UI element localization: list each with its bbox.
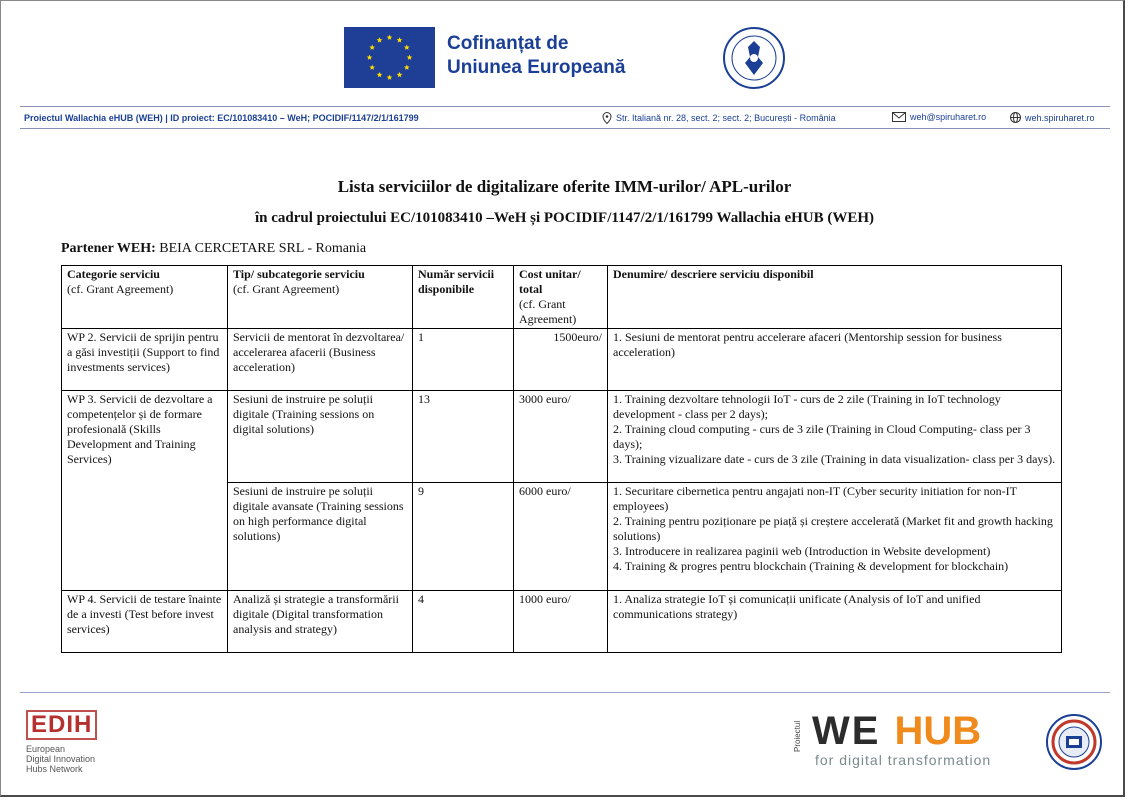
globe-icon: [1010, 112, 1021, 123]
description-item: 2. Training pentru poziționare pe piață și creștere accelerată (Market fit and growth hacking solutions): [613, 514, 1053, 543]
document-title: Lista serviciilor de digitalizare oferite IMM-urilor/ APL-urilor: [337, 177, 792, 196]
guvernul-romaniei-seal-icon: [723, 27, 785, 89]
website-text[interactable]: weh.spiruharet.ro: [1025, 112, 1095, 123]
description-item: 1. Analiza strategie IoT și comunicații unificate (Analysis of IoT and unified communications strategy): [613, 592, 981, 621]
description-item: 4. Training & progres pentru blockchain (Training & development for blockchain): [613, 559, 1009, 573]
we-text: WE: [812, 709, 881, 753]
header-type-sub: (cf. Grant Agreement): [233, 282, 340, 296]
website-contact[interactable]: [1010, 112, 1095, 123]
hub-text: HUB: [894, 709, 982, 753]
type-cell: Sesiuni de instruire pe soluții digitale (Training sessions on digital solutions): [228, 391, 413, 483]
header-description-title: Denumire/ descriere serviciu disponibil: [613, 267, 814, 281]
cost-value: 1500euro/: [553, 330, 602, 344]
cost-cell: [514, 329, 608, 391]
description-item: 3. Introducere in realizarea paginii web (Introduction in Website development): [613, 544, 991, 558]
header-rule-top: [20, 106, 1110, 107]
header-category-title: Categorie serviciu: [67, 267, 160, 281]
table-row: [62, 329, 1062, 391]
header-cost: [514, 266, 608, 329]
type-cell: Servicii de mentorat în dezvoltarea/ accelerarea afacerii (Business acceleration): [228, 329, 413, 391]
table-header-row: [62, 266, 1062, 329]
table-row: [62, 591, 1062, 653]
header-category-sub: (cf. Grant Agreement): [67, 282, 174, 296]
project-info: Proiectul Wallachia eHUB (WEH) | ID proiect: EC/101083410 – WeH; POCIDIF/1147/2/1/161799: [24, 113, 419, 123]
table-row: [62, 391, 1062, 483]
edih-network-text: [26, 744, 97, 774]
edih-logo-mark: EDIH: [26, 710, 97, 740]
description-cell: [608, 391, 1062, 483]
type-cell: Analiză și strategie a transformării digitale (Digital transformation analysis and strategy): [228, 591, 413, 653]
we-hub-tagline: for digital transformation: [815, 752, 992, 768]
description-item: 1. Sesiuni de mentorat pentru accelerare afaceri (Mentorship session for business acceleration): [613, 330, 1002, 359]
email-text[interactable]: weh@spiruharet.ro: [910, 112, 987, 122]
description-item: 2. Training cloud computing - curs de 3 zile (Training in Cloud Computing- class per 3 days);: [613, 422, 1031, 451]
cofinantat-text: [447, 32, 625, 80]
header-category: [62, 266, 228, 329]
cofinantat-line1: Cofinanțat de: [447, 33, 569, 54]
category-cell: WP 4. Servicii de testare înainte de a investi (Test before invest services): [62, 591, 228, 653]
edih-logo: [26, 710, 97, 774]
type-cell: Sesiuni de instruire pe soluții digitale avansate (Training sessions on high performance digital solutions): [228, 483, 413, 591]
we-hub-logo: [812, 709, 981, 753]
header-count: [413, 266, 514, 329]
address-contact: [602, 112, 836, 124]
proiectul-label: Proiectul: [793, 720, 802, 752]
description-cell: [608, 483, 1062, 591]
footer-rule: [20, 692, 1110, 693]
address-text: Str. Italiană nr. 28, sect. 2; sect. 2; București - România: [616, 113, 836, 123]
eu-flag-icon: [344, 27, 435, 88]
cost-cell: 3000 euro/: [514, 391, 608, 483]
universitatea-spiru-haret-seal-icon: [1046, 714, 1102, 770]
partner-line: [61, 241, 366, 257]
description-item: 3. Training vizualizare date - curs de 3 zile (Training in data visualization- class per 3 days).: [613, 452, 1056, 466]
partner-label: Partener WEH:: [61, 241, 156, 256]
header-rule-bottom: [20, 128, 1110, 129]
header-count-title: Număr servicii disponibile: [418, 267, 495, 296]
count-cell: 4: [413, 591, 514, 653]
header-cost-sub: (cf. Grant Agreement): [519, 297, 577, 326]
edih-line1: European: [26, 744, 66, 754]
partner-value: BEIA CERCETARE SRL - Romania: [159, 241, 367, 256]
description-item: 1. Training dezvoltare tehnologii IoT - curs de 2 zile (Training in IoT technology development - class per 2 days);: [613, 392, 1001, 421]
description-cell: [608, 329, 1062, 391]
document-subtitle: în cadrul proiectului EC/101083410 –WeH și POCIDIF/1147/2/1/161799 Wallachia eHUB (WEH): [254, 210, 875, 226]
cost-cell: 6000 euro/: [514, 483, 608, 591]
count-cell: 13: [413, 391, 514, 483]
edih-line3: Hubs Network: [26, 764, 83, 774]
header-cost-title: Cost unitar/ total: [519, 267, 581, 296]
email-contact[interactable]: [892, 112, 986, 122]
envelope-icon: [892, 112, 906, 122]
count-cell: 1: [413, 329, 514, 391]
edih-line2: Digital Innovation: [26, 754, 96, 764]
location-pin-icon: [602, 112, 612, 124]
cofinantat-line2: Uniunea Europeană: [447, 57, 626, 78]
category-cell: WP 2. Servicii de sprijin pentru a găsi investiții (Support to find investments services): [62, 329, 228, 391]
header-type-title: Tip/ subcategorie serviciu: [233, 267, 365, 281]
header-description: [608, 266, 1062, 329]
description-item: 1. Securitare cibernetica pentru angajati non-IT (Cyber security initiation for non-IT employees): [613, 484, 1017, 513]
count-cell: 9: [413, 483, 514, 591]
description-cell: [608, 591, 1062, 653]
services-table: [61, 265, 1062, 653]
category-cell: WP 3. Servicii de dezvoltare a competențelor și de formare profesională (Skills Development and Training Services): [62, 391, 228, 591]
cost-cell: 1000 euro/: [514, 591, 608, 653]
header-type: [228, 266, 413, 329]
